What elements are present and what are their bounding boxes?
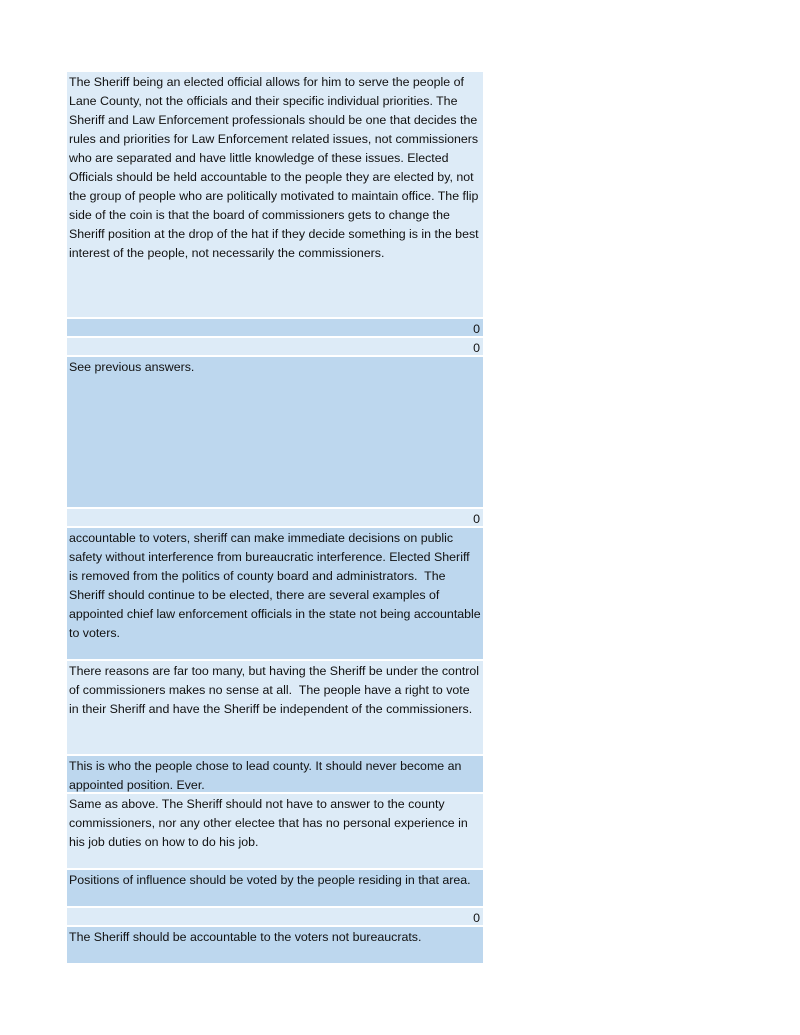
response-cell-7: There reasons are far too many, but having the Sheriff be under the control of commissioners makes no sense at all. The people have a right to vote in their Sheriff and have the Sheriff be independent of the commissioners. — [67, 661, 483, 756]
spreadsheet-column — [67, 72, 483, 965]
response-cell-6: accountable to voters, sheriff can make immediate decisions on public safety without interference from bureaucratic interference. Elected Sheriff is removed from the politics of county board and administrators. The Sheriff should continue to be elected, there are several examples of appointed chief law enforcement officials in the state not being accountable to voters. — [67, 528, 483, 661]
response-cell-1: The Sheriff being an elected official allows for him to serve the people of Lane County, not the officials and their specific individual priorities. The Sheriff and Law Enforcement professionals should be one that decides the rules and priorities for Law Enforcement related issues, not commissioners who are separated and have little knowledge of these issues. Elected Officials should be held accountable to the people they are elected by, not the group of people who are politically motivated to maintain office. The flip side of the coin is that the board of commissioners gets to change the Sheriff position at the drop of the hat if they decide something is in the best interest of the people, not necessarily the commissioners. — [67, 72, 483, 319]
response-cell-10: Positions of influence should be voted by the people residing in that area. — [67, 870, 483, 908]
response-cell-12: The Sheriff should be accountable to the voters not bureaucrats. — [67, 927, 483, 965]
numeric-cell-5: 0 — [67, 509, 483, 528]
response-cell-8: This is who the people chose to lead county. It should never become an appointed position. Ever. — [67, 756, 483, 794]
response-cell-9: Same as above. The Sheriff should not have to answer to the county commissioners, nor any other electee that has no personal experience in his job duties on how to do his job. — [67, 794, 483, 870]
response-cell-4: See previous answers. — [67, 357, 483, 509]
numeric-cell-2: 0 — [67, 319, 483, 338]
numeric-cell-11: 0 — [67, 908, 483, 927]
numeric-cell-3: 0 — [67, 338, 483, 357]
